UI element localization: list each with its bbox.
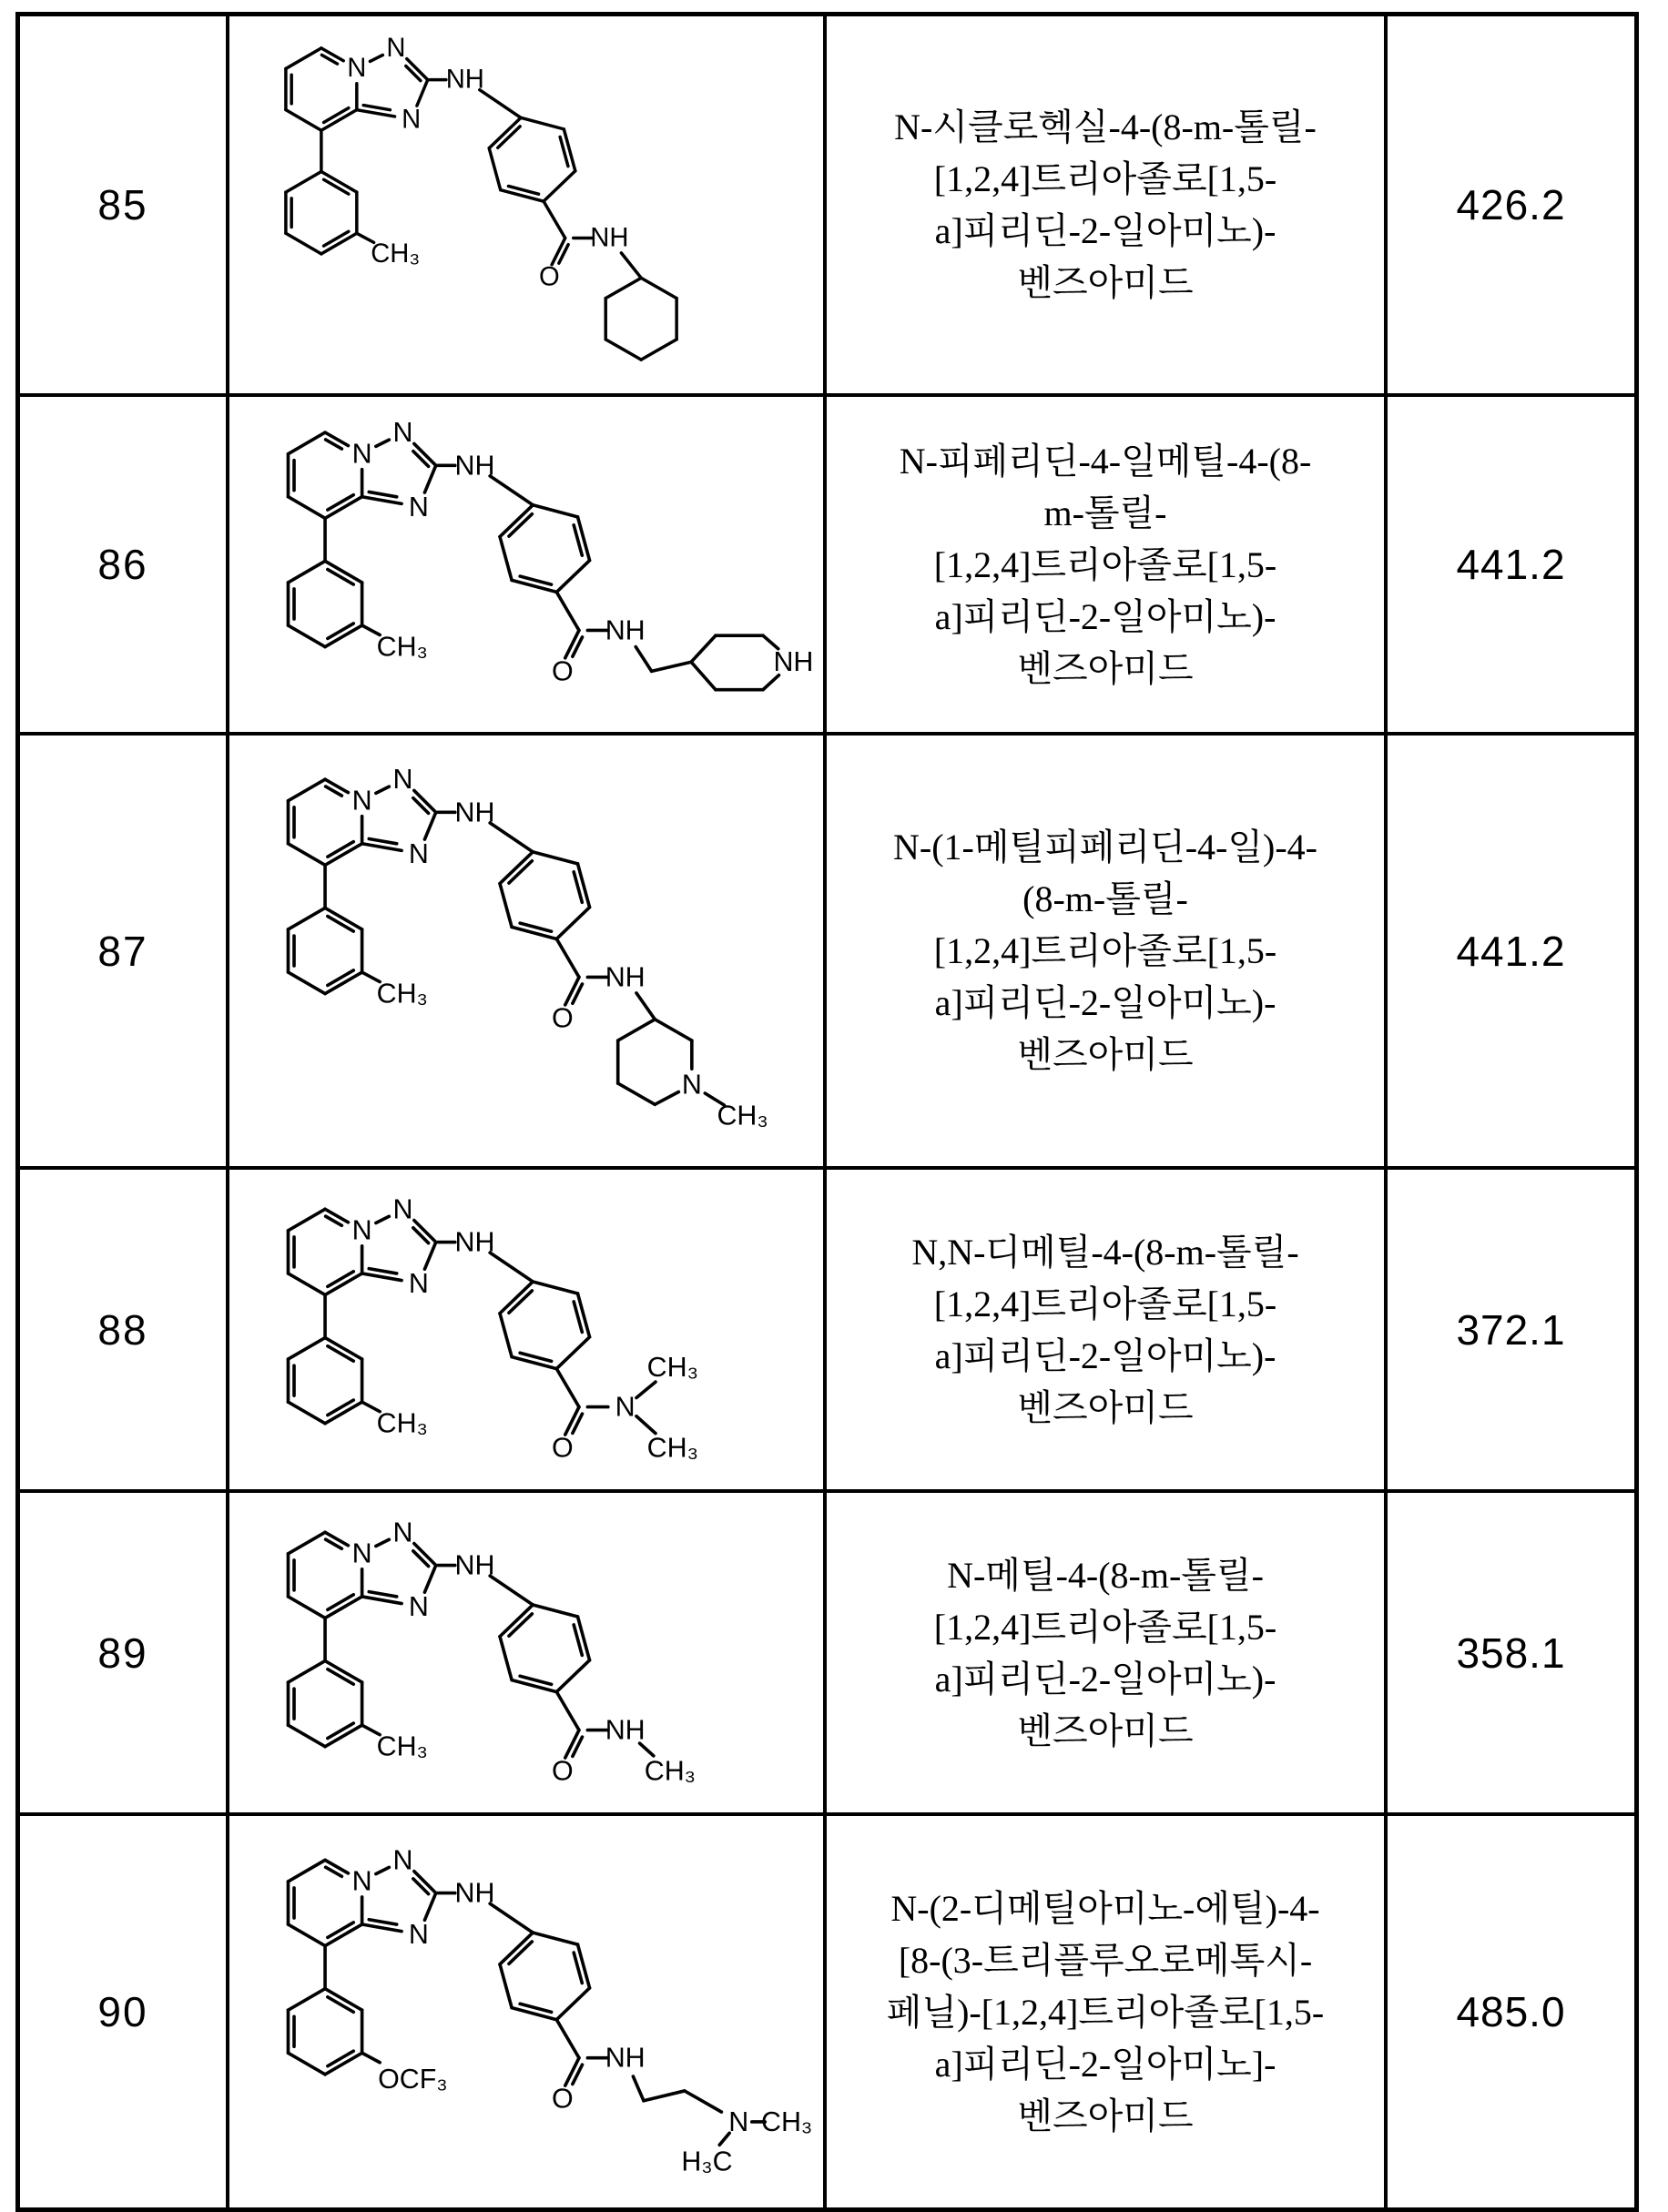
- atom-label-amide-n: NH: [605, 1714, 646, 1746]
- bond-line: [512, 580, 556, 592]
- compound-name: [836, 821, 1375, 1081]
- compound-name: [836, 1882, 1375, 2142]
- bond-line: [363, 106, 390, 110]
- compound-name-line: [1,2,4]트리아졸로[1,5-: [933, 1283, 1277, 1324]
- compound-name-cell: [827, 1170, 1388, 1489]
- bond-line: [480, 90, 521, 118]
- bond-line: [512, 927, 556, 939]
- mass-value: 485.0: [1456, 1988, 1566, 2035]
- bond-line: [556, 1660, 589, 1692]
- structure-cell: [229, 736, 827, 1166]
- compound-name: [836, 1226, 1375, 1434]
- compound-name-line: N-(1-메틸피페리딘-4-일)-4-: [893, 827, 1317, 868]
- atom-label-carbonyl-o: O: [538, 262, 560, 292]
- compound-name-line: a]피리딘-2-일아미노)-: [934, 982, 1276, 1023]
- compound-name-line: a]피리딘-2-일아미노)-: [934, 595, 1276, 637]
- compound-name-cell: [827, 397, 1388, 732]
- bond-line: [533, 852, 577, 864]
- atom-label-n-bottom: N: [408, 838, 429, 870]
- mass-value: 358.1: [1456, 1629, 1566, 1677]
- bond-line: [500, 505, 533, 537]
- compound-name-line: [8-(3-트리플루오로메톡시-: [898, 1939, 1313, 1981]
- structure-drawing: [229, 403, 823, 725]
- bond-line: [424, 465, 435, 492]
- bond-line: [362, 2053, 381, 2063]
- atom-label-n-bridge: N: [351, 1214, 372, 1246]
- mass-value: 441.2: [1456, 541, 1566, 588]
- atom-label-link-nh: NH: [454, 450, 495, 482]
- atom-label-n-bottom: N: [408, 491, 429, 523]
- bond-line: [369, 838, 396, 843]
- table-row: [20, 1170, 1634, 1493]
- bond-line: [556, 908, 589, 939]
- bond-line: [578, 864, 590, 908]
- compound-name-line: 페닐)-[1,2,4]트리아졸로[1,5-: [886, 1991, 1325, 2033]
- bond-line: [288, 1597, 325, 1618]
- bond-line: [288, 908, 325, 929]
- bond-line: [556, 2020, 579, 2058]
- atom-label-n-bridge: N: [351, 1537, 372, 1569]
- atom-label-n-top: N: [392, 417, 413, 449]
- atom-label-n-bottom: N: [408, 1919, 429, 1951]
- atom-label-link-nh: NH: [454, 1877, 495, 1909]
- atom-label-amide-n: NH: [605, 961, 646, 993]
- bond-line: [641, 340, 676, 360]
- bond-line: [500, 852, 533, 884]
- atom-label-tail-ch3: CH₃: [644, 1755, 697, 1787]
- compound-number-cell: [20, 16, 229, 393]
- atom-label-tail-nh: NH: [773, 646, 814, 678]
- bond-line: [288, 497, 325, 519]
- bond-line: [556, 561, 589, 593]
- bond-line: [286, 48, 321, 69]
- bond-line: [544, 201, 565, 238]
- compound-name-line: N-시클로헥실-4-(8-m-톨릴-: [894, 107, 1317, 147]
- bond-line: [376, 1539, 389, 1546]
- table-row: [20, 1816, 1634, 2207]
- atom-label-tail-n: N: [681, 1069, 702, 1101]
- compound-number-cell: [20, 1170, 229, 1489]
- structure-cell: [229, 16, 827, 393]
- mass-value: 441.2: [1456, 927, 1566, 975]
- bond-line: [636, 1382, 656, 1397]
- bond-line: [288, 1989, 325, 2011]
- compound-name-line: 벤즈아미드: [1017, 1710, 1194, 1751]
- atom-label-tail-h3c: H₃C: [681, 2146, 733, 2177]
- compound-name-cell: [827, 1493, 1388, 1812]
- atom-label-aryl-sub: CH₃: [376, 1407, 428, 1439]
- bond-line: [533, 1282, 577, 1294]
- compound-number-cell: [20, 736, 229, 1166]
- structure-drawing: [229, 742, 823, 1160]
- bond-line: [288, 1725, 325, 1747]
- atom-label-ch3-bottom: CH₃: [646, 1432, 698, 1464]
- bond-line: [578, 1294, 590, 1337]
- structure-drawing: [229, 1822, 823, 2201]
- structure-drawing: [229, 23, 823, 387]
- bond-line: [490, 1576, 533, 1605]
- bond-line: [691, 662, 716, 689]
- bond-line: [500, 1314, 512, 1357]
- bond-line: [655, 1020, 692, 1040]
- bond-line: [286, 171, 321, 192]
- bond-line: [533, 1933, 577, 1944]
- atom-label-carbonyl-o: O: [552, 1002, 574, 1034]
- compound-name-line: (8-m-톨릴-: [1022, 878, 1188, 919]
- bond-line: [564, 129, 575, 171]
- atom-label-amide-n: NH: [590, 223, 629, 253]
- mass-value-cell: [1388, 16, 1634, 393]
- compound-table: [15, 12, 1639, 2212]
- compound-name-line: N-(2-디메틸아미노-에틸)-4-: [890, 1887, 1320, 1929]
- structure-cell: [229, 1170, 827, 1489]
- mass-value: 426.2: [1456, 181, 1566, 228]
- atom-label-n-top: N: [392, 1517, 413, 1548]
- bond-line: [424, 1243, 435, 1270]
- atom-label-carbonyl-o: O: [552, 2083, 574, 2115]
- bond-line: [325, 432, 348, 445]
- bond-line: [424, 1566, 435, 1593]
- atom-label-tail-n: N: [728, 2105, 749, 2137]
- bond-line: [376, 1867, 389, 1873]
- bond-line: [288, 432, 325, 454]
- bond-line: [325, 1532, 348, 1545]
- compound-name-line: a]피리딘-2-일아미노)-: [934, 1334, 1276, 1376]
- bond-line: [500, 1637, 512, 1680]
- atom-label-n-bottom: N: [408, 1268, 429, 1300]
- bond-line: [369, 1269, 396, 1273]
- bond-line: [636, 993, 655, 1020]
- atom-label-carbonyl-o: O: [552, 1755, 574, 1787]
- bond-line: [500, 1933, 533, 1964]
- bond-line: [556, 1988, 589, 2020]
- compound-name-line: a]피리딘-2-일아미노)-: [934, 210, 1276, 251]
- compound-number-cell: [20, 1493, 229, 1812]
- compound-name-line: 벤즈아미드: [1017, 2095, 1194, 2136]
- mass-value: 372.1: [1456, 1305, 1566, 1354]
- atom-label-link-nh: NH: [454, 797, 495, 828]
- bond-line: [288, 972, 325, 994]
- compound-name-line: a]피리딘-2-일아미노]-: [934, 2043, 1276, 2085]
- compound-number: 87: [97, 927, 148, 975]
- bond-line: [325, 1209, 348, 1222]
- compound-name: [836, 101, 1375, 309]
- compound-number: 85: [97, 181, 148, 228]
- bond-line: [417, 80, 428, 107]
- atom-label-amide-n: NH: [605, 614, 646, 646]
- bond-line: [618, 1083, 656, 1104]
- bond-line: [376, 1216, 389, 1223]
- bond-line: [633, 2076, 644, 2101]
- bond-line: [621, 253, 641, 278]
- mass-value-cell: [1388, 1816, 1634, 2207]
- atom-label-n-bottom: N: [408, 1591, 429, 1623]
- atom-label-n-top: N: [392, 764, 413, 796]
- bond-line: [556, 1692, 579, 1730]
- compound-name-line: N-메틸-4-(8-m-톨릴-: [947, 1554, 1264, 1596]
- bond-line: [556, 939, 579, 977]
- bond-line: [512, 1357, 556, 1369]
- bond-line: [288, 2053, 325, 2075]
- compound-name-line: N,N-디메틸-4-(8-m-톨릴-: [911, 1231, 1299, 1273]
- bond-line: [288, 1273, 325, 1295]
- bond-line: [325, 1860, 348, 1872]
- bond-line: [376, 440, 389, 446]
- bond-line: [578, 1617, 590, 1660]
- atom-label-tail-ch3: CH₃: [760, 2105, 813, 2137]
- table-row: [20, 1493, 1634, 1816]
- bond-line: [369, 492, 396, 496]
- structure-cell: [229, 1493, 827, 1812]
- compound-name-line: [1,2,4]트리아졸로[1,5-: [933, 1606, 1277, 1648]
- bond-line: [556, 1337, 589, 1369]
- bond-line: [286, 110, 321, 131]
- mass-value-cell: [1388, 397, 1634, 732]
- bond-line: [489, 148, 501, 190]
- bond-line: [424, 812, 435, 839]
- table-row: [20, 736, 1634, 1170]
- bond-line: [500, 1964, 512, 2008]
- atom-label-n-bridge: N: [351, 1865, 372, 1897]
- atom-label-n-top: N: [392, 1193, 413, 1225]
- bond-line: [369, 1920, 396, 1924]
- bond-line: [636, 1416, 656, 1434]
- bond-line: [490, 476, 533, 505]
- compound-number-cell: [20, 1816, 229, 2207]
- bond-line: [719, 2133, 729, 2145]
- bond-line: [325, 779, 348, 792]
- atom-label-n-bridge: N: [347, 54, 367, 84]
- bond-line: [370, 55, 382, 61]
- atom-label-aryl-sub: CH₃: [376, 978, 428, 1010]
- bond-line: [578, 1944, 590, 1988]
- bond-line: [500, 537, 512, 581]
- bond-line: [288, 779, 325, 801]
- bond-line: [288, 1661, 325, 1683]
- atom-label-link-nh: NH: [454, 1226, 495, 1258]
- atom-label-n-bridge: N: [351, 438, 372, 470]
- bond-line: [288, 1532, 325, 1554]
- bond-line: [636, 647, 651, 672]
- compound-number-cell: [20, 397, 229, 732]
- bond-line: [321, 48, 343, 61]
- compound-number: 86: [97, 541, 148, 588]
- compound-name-line: 벤즈아미드: [1017, 1386, 1194, 1428]
- bond-line: [605, 278, 641, 298]
- bond-line: [618, 1020, 656, 1040]
- bond-line: [533, 1605, 577, 1617]
- atom-label-ch3-top: CH₃: [646, 1352, 698, 1384]
- bond-line: [376, 786, 389, 793]
- bond-line: [288, 1402, 325, 1424]
- bond-line: [500, 884, 512, 928]
- compound-name-line: a]피리딘-2-일아미노)-: [934, 1658, 1276, 1700]
- structure-cell: [229, 397, 827, 732]
- bond-line: [556, 1369, 579, 1407]
- bond-line: [544, 171, 575, 201]
- compound-name-line: N-피페리딘-4-일메틸-4-(8-: [899, 440, 1312, 482]
- atom-label-carbonyl-o: O: [552, 1432, 574, 1464]
- structure-drawing: [229, 1499, 823, 1806]
- bond-line: [490, 1903, 533, 1933]
- compound-number: 90: [97, 1988, 148, 2035]
- bond-line: [288, 1209, 325, 1231]
- atom-label-link-nh: NH: [454, 1549, 495, 1581]
- bond-line: [655, 1092, 678, 1105]
- bond-line: [500, 1605, 533, 1637]
- table-row: [20, 16, 1634, 397]
- compound-name-cell: [827, 736, 1388, 1166]
- compound-name-line: [1,2,4]트리아졸로[1,5-: [933, 543, 1277, 585]
- atom-label-n-bottom: N: [402, 105, 422, 135]
- compound-name-line: 벤즈아미드: [1017, 647, 1194, 689]
- bond-line: [288, 1338, 325, 1360]
- bond-line: [521, 117, 564, 129]
- bond-line: [500, 1282, 533, 1314]
- atom-label-aryl-sub: CH₃: [376, 631, 428, 663]
- bond-line: [424, 1893, 435, 1921]
- bond-line: [501, 190, 544, 202]
- compound-number: 88: [97, 1305, 148, 1354]
- bond-line: [490, 1253, 533, 1282]
- bond-line: [490, 823, 533, 852]
- bond-line: [652, 662, 691, 671]
- atom-label-n-top: N: [392, 1844, 413, 1876]
- atom-label-aryl-sub: CH₃: [371, 238, 421, 269]
- compound-name-cell: [827, 1816, 1388, 2207]
- bond-line: [489, 117, 521, 147]
- structure-cell: [229, 1816, 827, 2207]
- bond-line: [578, 517, 590, 561]
- bond-line: [641, 278, 676, 298]
- compound-name-line: 벤즈아미드: [1017, 262, 1194, 303]
- bond-line: [288, 561, 325, 583]
- bond-line: [288, 844, 325, 866]
- compound-number: 89: [97, 1629, 148, 1677]
- mass-value-cell: [1388, 1170, 1634, 1489]
- bond-line: [286, 233, 321, 254]
- bond-line: [691, 635, 716, 662]
- compound-name-cell: [827, 16, 1388, 393]
- structure-drawing: [229, 1176, 823, 1483]
- atom-label-n-bridge: N: [351, 785, 372, 817]
- atom-label-aryl-sub: OCF₃: [378, 2063, 448, 2095]
- table-row: [20, 397, 1634, 736]
- bond-line: [288, 1860, 325, 1882]
- atom-label-n-top: N: [386, 33, 406, 63]
- bond-line: [556, 592, 579, 630]
- compound-name: [836, 1549, 1375, 1757]
- compound-name-line: 벤즈아미드: [1017, 1034, 1194, 1075]
- bond-line: [685, 2091, 722, 2112]
- bond-line: [533, 505, 577, 517]
- atom-label-tail-ch3: CH₃: [717, 1100, 768, 1131]
- atom-label-amide-n: N: [615, 1391, 636, 1423]
- compound-name: [836, 435, 1375, 695]
- bond-line: [512, 1680, 556, 1692]
- mass-value-cell: [1388, 736, 1634, 1166]
- bond-line: [288, 625, 325, 647]
- bond-line: [288, 1924, 325, 1946]
- atom-label-link-nh: NH: [445, 65, 484, 95]
- compound-name-line: m-톨릴-: [1043, 492, 1167, 533]
- atom-label-amide-n: NH: [605, 2042, 646, 2074]
- compound-name-line: [1,2,4]트리아졸로[1,5-: [933, 930, 1277, 971]
- atom-label-aryl-sub: CH₃: [376, 1730, 428, 1762]
- bond-line: [605, 340, 641, 360]
- mass-value-cell: [1388, 1493, 1634, 1812]
- bond-line: [512, 2008, 556, 2020]
- bond-line: [644, 2091, 685, 2101]
- atom-label-carbonyl-o: O: [552, 655, 574, 687]
- compound-name-line: [1,2,4]트리아졸로[1,5-: [933, 158, 1277, 199]
- bond-line: [369, 1592, 396, 1597]
